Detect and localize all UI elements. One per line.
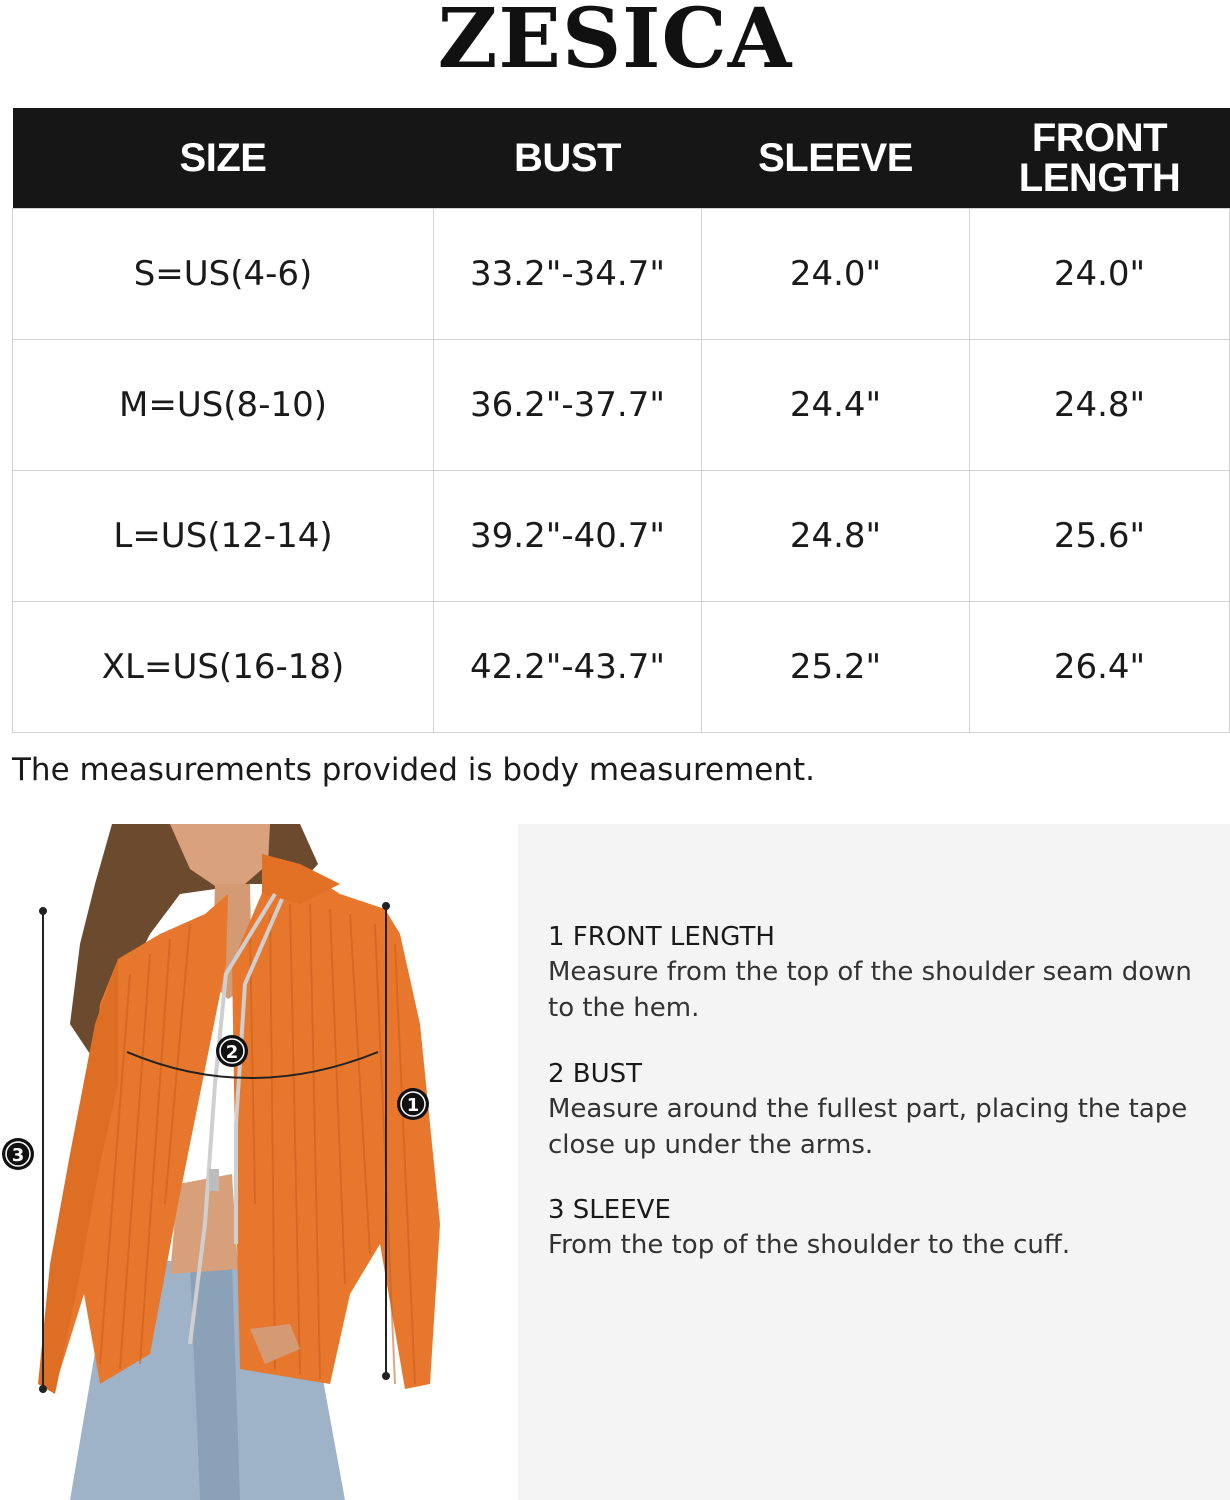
size-chart-table: [12, 108, 1230, 733]
cell-bust: 33.2"-34.7": [434, 209, 702, 340]
guide-front-length: [548, 920, 1208, 1026]
cell-bust: 36.2"-37.7": [434, 340, 702, 471]
guide-sleeve: [548, 1193, 1208, 1263]
cell-front-length: 26.4": [970, 602, 1230, 733]
header-front-length-line1: FRONT: [1031, 116, 1168, 160]
guide-bust-desc: Measure around the fullest part, placing the tape close up under the arms.: [548, 1094, 1188, 1160]
guide-sleeve-title: 3 SLEEVE: [548, 1195, 671, 1225]
cell-front-length: 25.6": [970, 471, 1230, 602]
zipper-pull: [209, 1169, 219, 1191]
guide-sleeve-desc: From the top of the shoulder to the cuff.: [548, 1230, 1071, 1260]
model-photo: [0, 824, 518, 1500]
guide-bust: [548, 1057, 1208, 1163]
cell-sleeve: 24.4": [702, 340, 970, 471]
cell-size: S=US(4-6): [13, 209, 434, 340]
guide-bust-title: 2 BUST: [548, 1059, 643, 1089]
cell-size: L=US(12-14): [13, 471, 434, 602]
model-illustration: [0, 824, 518, 1500]
brand-logo: ZESICA: [437, 0, 793, 87]
marker-2: [216, 1035, 248, 1067]
measurement-guide-panel: [518, 824, 1230, 1500]
header-size: SIZE: [13, 108, 434, 209]
cell-bust: 39.2"-40.7": [434, 471, 702, 602]
table-row: [13, 209, 1230, 340]
header-front-length: [970, 108, 1230, 209]
marker-1: [397, 1088, 429, 1120]
marker-1-label: 1: [406, 1095, 420, 1116]
guide-front-length-desc: Measure from the top of the shoulder seam down to the hem.: [548, 957, 1192, 1023]
marker-2-label: 2: [225, 1042, 239, 1063]
measurement-note: The measurements provided is body measurement.: [12, 752, 816, 788]
cell-front-length: 24.0": [970, 209, 1230, 340]
header-sleeve: SLEEVE: [702, 108, 970, 209]
cell-sleeve: 24.8": [702, 471, 970, 602]
table-row: [13, 340, 1230, 471]
cell-sleeve: 25.2": [702, 602, 970, 733]
guide-front-length-title: 1 FRONT LENGTH: [548, 922, 775, 952]
table-row: [13, 602, 1230, 733]
cell-front-length: 24.8": [970, 340, 1230, 471]
cell-size: XL=US(16-18): [13, 602, 434, 733]
marker-3-label: 3: [11, 1145, 25, 1166]
cell-size: M=US(8-10): [13, 340, 434, 471]
cell-bust: 42.2"-43.7": [434, 602, 702, 733]
header-bust: BUST: [434, 108, 702, 209]
header-front-length-line2: LENGTH: [1018, 156, 1181, 200]
table-header-row: [13, 108, 1230, 209]
marker-3: [2, 1138, 34, 1170]
cell-sleeve: 24.0": [702, 209, 970, 340]
table-row: [13, 471, 1230, 602]
